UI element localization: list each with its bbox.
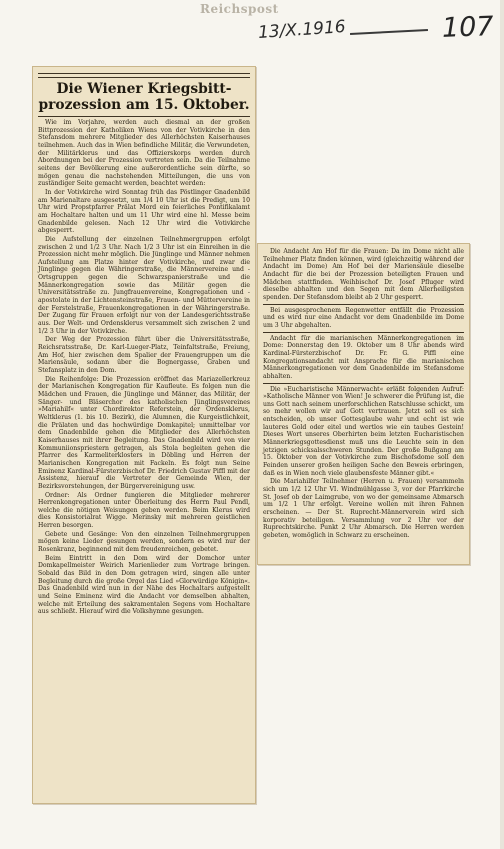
clipping-left xyxy=(32,66,256,804)
clipping-right xyxy=(257,243,470,565)
paragraph: In der Votivkirche wird Sonntag früh das Pöstlinger Gnadenbild am Marienaltare ausgesetzt, um 1/4 10 Uhr ist die Predigt, um 10 Uhr wird Propstpfarrer Prälat Mord ein feierliches Pontifikalamt am Hochaltare halten und um 11 Uhr wird eine hl. Messe beim Gnadenbilde gelesen. Nach 12 Uhr wird die Votivkirche abgesperrt. xyxy=(38,188,250,235)
headline-rule xyxy=(38,116,250,117)
newspaper-masthead: Reichspost xyxy=(200,2,279,16)
article-body-right xyxy=(263,248,464,540)
handwritten-page-number: 107 xyxy=(441,11,495,44)
paragraph: Die Andacht Am Hof für die Frauen: Da im Dome nicht alle Teilnehmer Platz finden können, wird (gleichzeitig während der Andacht im Dome) Am Hof bei der Mariensäule dieselbe Andacht für die bei der Prozession beteiligten Frauen und Mädchen stattfinden. Weihbischof Dr. Josef Pfluger wird dieselbe abhalten und den Segen mit dem Allerheiligsten spenden. Der Stefansdom bleibt ab 2 Uhr gesperrt. xyxy=(263,248,464,301)
paragraph: Andacht für die marianischen Männerkongregationen im Dome: Donnerstag den 19. Oktober um 8 Uhr abends wird Kardinal-Fürsterzbischof Dr. Fr. G. Piffl eine Kongregationsandacht mit Ansprache für die marianischen Männerkongregationen vor dem Gnadenbilde im Stefansdome abhalten. xyxy=(263,334,464,380)
headline-line-2: prozession am 15. Oktober. xyxy=(38,97,250,113)
separator xyxy=(263,332,464,333)
article-body-left xyxy=(38,119,250,616)
handwritten-date: 13/X.1916 xyxy=(257,16,347,44)
top-rule xyxy=(38,73,250,78)
sheet-edge xyxy=(500,0,504,849)
headline-line-1: Die Wiener Kriegsbitt- xyxy=(56,81,232,97)
paragraph: Die Reihenfolge: Die Prozession eröffnet das Mariazellerkreuz der Marianischen Kongregation für Kaufleute. Es folgen nun die Mädchen und Frauen, die Jünglinge und Männer, das Militär, der Sänger- und Bläserchor des katholischen Jünglingsvereines »Mariahilf« unter Chordirektor Referstein, der Ordensklerus, Weltklerus (1. bis 10. Bezirk), die Alumnen, die Kurgeistlichkeit, die Prälaten und das hochwürdige Domkapitel; unmittelbar vor dem Gnadenbilde gehen die Mitglieder des Allerhöchsten Kaiserhauses mit ihrer Begleitung. Das Gnadenbild wird von vier Kommuniionspriestern getragen, als Stola begleiten gehen die Pfarrer des Karmeliterklosters in Döbling und Herren der Marianischen Kongregation mit Fackeln. Es folgt nun Seine Eminenz Kardinal-Fürsterzbischof Dr. Friedrich Gustav Piffl mit der Assistenz, hierauf die Vertreter der Gemeinde Wien, der Bezirksvorstehungen, der Bürgervereinigung usw. xyxy=(38,375,250,490)
paragraph: Der Weg der Prozession führt über die Universitätsstraße, Reichsratsstraße, Dr. Karl-Lueger-Platz, Teinfaltstraße, Freiung, Am Hof, hier zwischen dem Spalier der Frauengruppen um die Mariensäule, sodann über die Bognergasse, Graben und Stefansplatz in den Dom. xyxy=(38,336,250,374)
paragraph: Beim Eintritt in den Dom wird der Domchor unter Domkapellmeister Weirich Marienlieder zum Vortrage bringen. Sobald das Bild in den Dom getragen wird, singen alle unter Begleitung durch die große Orgel das Lied »Glorwürdige Königin«. Das Gnadenbild wird nun in der Nähe des Hochaltars aufgestellt und Seine Eminenz wird die Andacht vor demselben abhalten, welche mit Erteilung des sakramentalen Segens vom Hochaltare aus schließt. Hierauf wird die Volkshymne gesungen. xyxy=(38,554,250,616)
paragraph: Wie im Vorjahre, werden auch diesmal an der großen Bittprozession der Katholiken Wiens von der Votivkirche in den Stefansdom mehrere Mitglieder des Allerhöchsten Kaiserhauses teilnehmen. Auch das in Wien befindliche Militär, die Verwundeten, der Militärklerus und das Offizierskorps werden durch Abordnungen bei der Prozession vertreten sein. Da die Teilnahme seitens der Bevölkerung eine außerordentliche sein dürfte, so mögen genau die nachstehenden Mitteilungen, die uns von zuständiger Seite gemacht werden, beachtet werden: xyxy=(38,119,250,188)
paragraph: Die »Eucharistische Männerwacht« erläßt folgenden Aufruf: »Katholische Männer von Wien! Je schwerer die Prüfung ist, die uns Gott nach seinem unerforschlichen Ratschlusse schickt, um so mehr wollen wir auf Gott vertrauen. Jetzt soll es sich entscheiden, ob unser Gottesglaube wahr und echt ist wie lauteres Gold oder eitel und wertlos wie ein taubes Gestein! Dieses Wort unseres Oberhirten beim letzten Eucharistischen Männerkriegsgottesdienst muß uns die Leuchte sein in den jetzigen schicksalsschweren Stunden. Der große Bußgang am 15. Oktober von der Votivkirche zum Bischofsdome soll den Feinden unserer großen heiligen Sache den Beweis erbringen, daß es in Wien noch viele glaubensfeste Männer gibt.« xyxy=(263,385,464,477)
separator xyxy=(263,383,464,384)
separator xyxy=(263,304,464,305)
paragraph: Die Aufstellung der einzelnen Teilnehmergruppen erfolgt zwischen 2 und 1/2 3 Uhr. Nach 1/2 3 Uhr ist ein Einreihen in die Prozession nicht mehr möglich. Die Jünglinge und Männer nehmen Aufstellung am Platze hinter der Votivkirche, und zwar die Jünglinge gegen die Währingerstraße, die Männervereine und -Ortsgruppen gegen die Schwarzspanierstraße und die Männerkongregation sowie das Militär gegen die Universitätsstraße zu. Jungfrauenvereine, Kongregationen und -apostolate in der Lichtensteinstraße, Frauen- und Müttervereine in der Ferstelstraße, Frauenkongregationen in der Währingerstraße. Der Zugang für Frauen erfolgt nur von der Landesgerichtsstraße aus. Der Welt- und Ordensklerus versammelt sich zwischen 2 und 1/2 3 Uhr in der Votivkirche. xyxy=(38,235,250,335)
paragraph: Gebete und Gesänge: Von den einzelnen Teilnehmergruppen mögen keine Lieder gesungen werden, sondern es wird nur der Rosenkranz, beginnend mit dem freudenreichen, gebetet. xyxy=(38,530,250,554)
paragraph: Bei ausgesprochenem Regenwetter entfällt die Prozession und es wird nur eine Andacht vor dem Gnadenbilde im Dome um 3 Uhr abgehalten. xyxy=(263,306,464,329)
article-headline xyxy=(38,81,250,113)
pen-stroke xyxy=(350,29,428,35)
paragraph: Die Mariahilfer Teilnehmer (Herren u. Frauen) versammeln sich um 1/2 12 Uhr VI. Windmühlgasse 3, vor der Pfarrkirche St. Josef ob der Laimgrube, von wo der gemeinsame Abmarsch um 1/2 1 Uhr erfolgt. Vereine wollen mit ihren Fahnen erscheinen. — Der St. Ruprecht-Männerverein wird sich korporativ beteiligen. Versammlung vor 2 Uhr vor der Ruprechtskirche. Punkt 2 Uhr Abmarsch. Die Herren werden gebeten, womöglich in Schwarz zu erscheinen. xyxy=(263,478,464,539)
paragraph: Ordner: Als Ordner fungieren die Mitglieder mehrerer Herrenkongregationen unter Oberleitung des Herrn Paul Pendl, welche die nötigen Weisungen geben werden. Beim Klerus wird dies Konsistorialrat Wigge. Merinsky mit mehreren geistlichen Herren besorgen. xyxy=(38,491,250,530)
